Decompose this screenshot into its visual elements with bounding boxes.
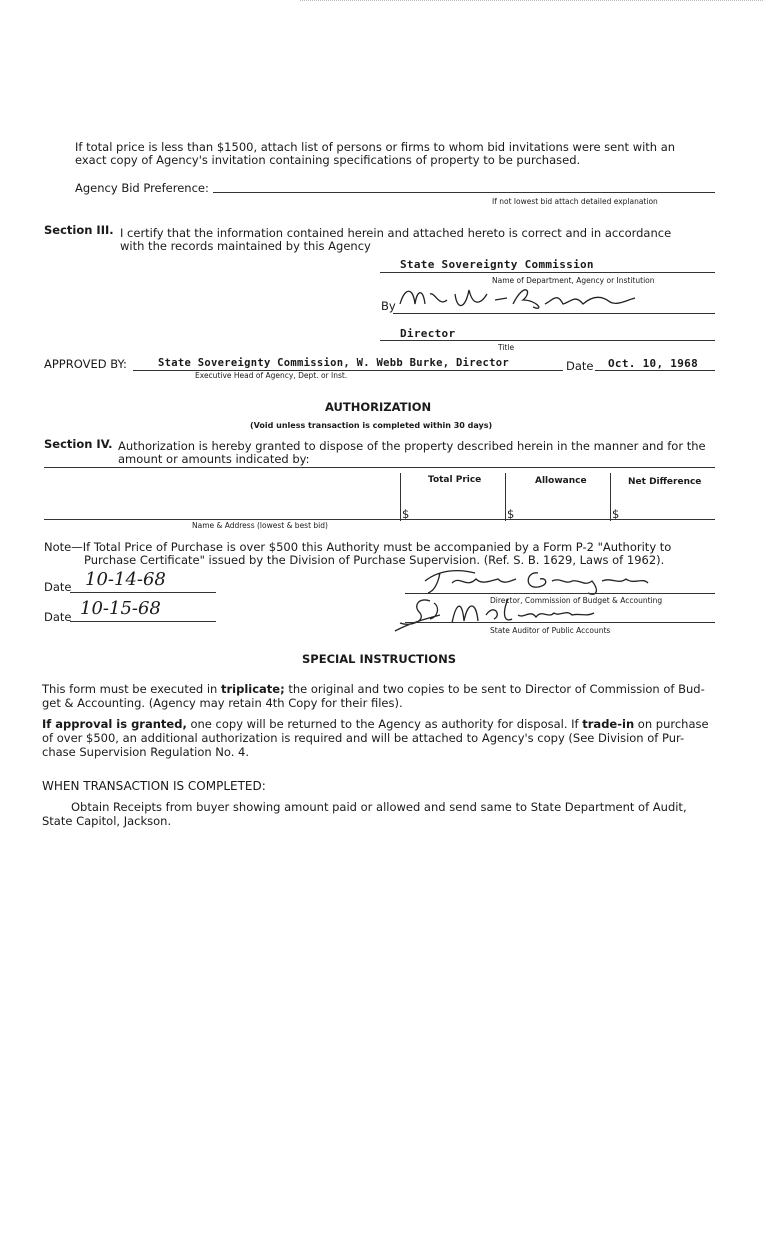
authorization-heading: AUTHORIZATION — [325, 400, 432, 414]
special-p2-line-2: of over $500, an additional authorization is required and will be attached to Agency's copy (See Division of Pur- — [42, 731, 685, 745]
col-allowance: Allowance — [535, 476, 587, 486]
bid-preference-field[interactable] — [213, 192, 715, 193]
col-total-price: Total Price — [428, 475, 482, 485]
date-1-label: Date — [44, 580, 72, 594]
special-p2-line-1 — [42, 717, 709, 732]
date-2-line[interactable] — [70, 621, 216, 622]
director-signature — [395, 282, 645, 321]
department-line — [380, 272, 715, 273]
date-1-value: 10-14-68 — [85, 569, 166, 590]
auditor-label: State Auditor of Public Accounts — [490, 626, 611, 635]
by-label: By — [381, 299, 396, 313]
completed-line-1: Obtain Receipts from buyer showing amount paid or allowed and send same to State Department of Audit, — [71, 800, 687, 814]
date-2-value: 10-15-68 — [80, 598, 161, 619]
intro-line-2: exact copy of Agency's invitation containing specifications of property to be purchased. — [75, 153, 581, 167]
completed-heading: WHEN TRANSACTION IS COMPLETED: — [42, 779, 266, 793]
special-p2-bold-2: trade-in — [582, 717, 635, 731]
void-note: (Void unless transaction is completed within 30 days) — [250, 421, 493, 430]
top-edge-dots — [300, 0, 763, 3]
col-border-2 — [505, 473, 506, 521]
special-instructions-heading: SPECIAL INSTRUCTIONS — [302, 652, 456, 666]
name-address-line[interactable] — [44, 519, 715, 520]
net-difference-currency[interactable]: $ — [612, 507, 620, 521]
allowance-currency[interactable]: $ — [507, 507, 515, 521]
special-p2-line-3: chase Supervision Regulation No. 4. — [42, 745, 250, 759]
approved-label: APPROVED BY: — [44, 357, 127, 371]
total-price-currency[interactable]: $ — [402, 507, 410, 521]
section-3-heading: Section III. — [44, 223, 114, 237]
bid-preference-label: Agency Bid Preference: — [75, 181, 209, 195]
title-value: Director — [400, 327, 456, 340]
special-p1-pre: This form must be executed in — [42, 682, 221, 696]
auditor-line[interactable] — [405, 622, 715, 623]
title-line — [380, 340, 715, 341]
date-1-line[interactable] — [70, 592, 216, 593]
special-p1-line-2: get & Accounting. (Agency may retain 4th Copy for their files). — [42, 696, 403, 710]
col-border-3 — [610, 473, 611, 521]
special-p2-mid: one copy will be returned to the Agency as authority for disposal. If — [186, 717, 583, 731]
section-4-text-1: Authorization is hereby granted to dispose of the property described herein in the manner and for the — [118, 439, 706, 453]
special-p2-bold-1: If approval is granted, — [42, 717, 187, 731]
section-3-text-1: I certify that the information contained herein and attached hereto is correct and in accordance — [120, 226, 672, 240]
bid-preference-note: If not lowest bid attach detailed explanation — [492, 197, 658, 206]
department-label: Name of Department, Agency or Institution — [492, 276, 655, 285]
note-line-1: Note—If Total Price of Purchase is over $500 this Authority must be accompanied by a Form P-2 "Authority to — [44, 540, 672, 554]
department-value: State Sovereignty Commission — [400, 258, 594, 271]
date-2-label: Date — [44, 610, 72, 624]
budget-director-label: Director, Commission of Budget & Accounting — [490, 596, 663, 605]
completed-line-2: State Capitol, Jackson. — [42, 814, 172, 828]
section-3-text-2: with the records maintained by this Agency — [120, 239, 371, 253]
col-border-1 — [400, 473, 401, 521]
name-address-label: Name & Address (lowest & best bid) — [192, 521, 328, 530]
approved-date-value: Oct. 10, 1968 — [608, 357, 698, 370]
note-line-2: Purchase Certificate" issued by the Division of Purchase Supervision. (Ref. S. B. 1629, Laws of 1962). — [84, 553, 665, 567]
by-line[interactable] — [393, 313, 715, 314]
special-p1-post: the original and two copies to be sent to Director of Commission of Bud- — [284, 682, 705, 696]
col-net-difference: Net Difference — [628, 477, 702, 487]
section-4-text-2: amount or amounts indicated by: — [118, 452, 310, 466]
special-p1-line-1 — [42, 682, 705, 697]
title-label: Title — [498, 343, 515, 352]
table-top-line — [44, 467, 715, 468]
intro-line-1: If total price is less than $1500, attach list of persons or firms to whom bid invitations were sent with an — [75, 140, 676, 154]
approved-date-label: Date — [566, 359, 594, 373]
executive-head-label: Executive Head of Agency, Dept. or Inst. — [195, 371, 348, 380]
special-p1-bold: triplicate; — [221, 682, 285, 696]
approved-date-line — [595, 370, 715, 371]
approved-value: State Sovereignty Commission, W. Webb Burke, Director — [158, 357, 509, 369]
special-p2-post: on purchase — [634, 717, 709, 731]
section-4-heading: Section IV. — [44, 437, 113, 451]
